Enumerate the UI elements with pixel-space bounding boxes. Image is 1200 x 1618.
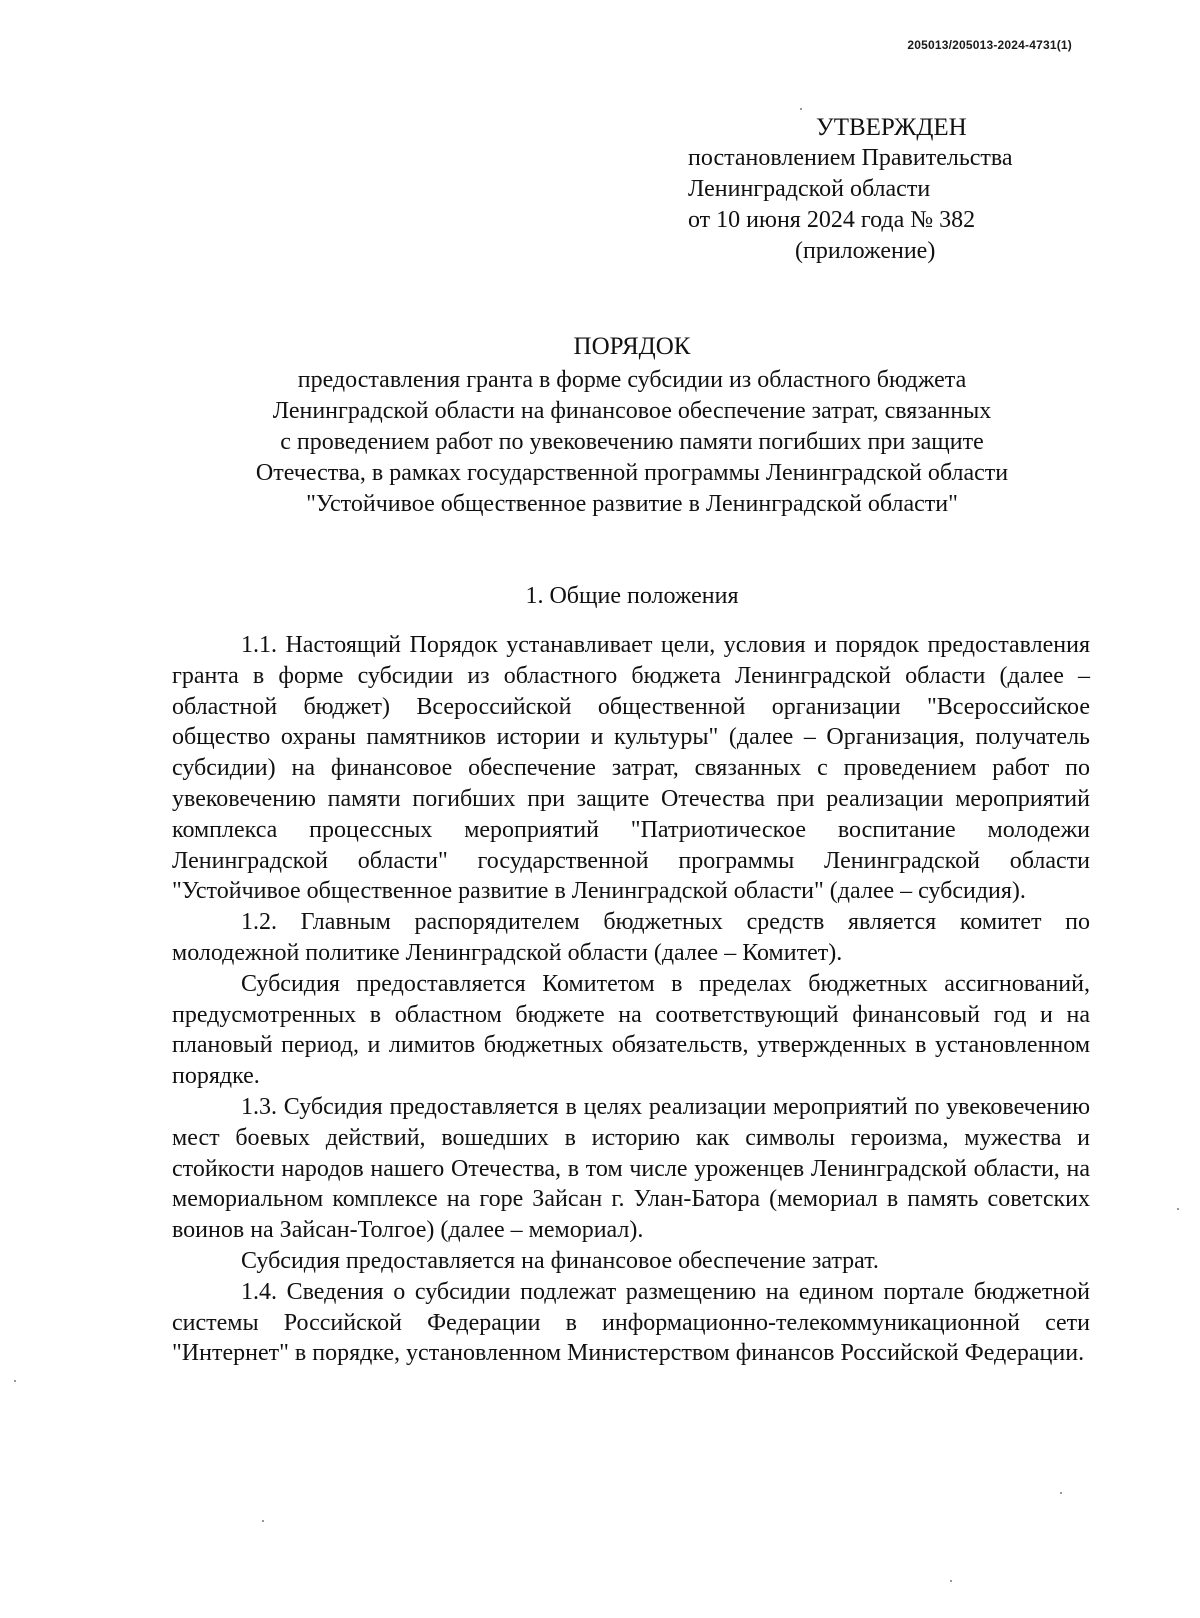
- document-subtitle-line: Ленинградской области на финансовое обеспечение затрат, связанных: [272, 398, 992, 424]
- scan-speck: [1177, 1208, 1179, 1210]
- approval-line: постановлением Правительства: [688, 145, 1013, 171]
- scan-speck: [1060, 1492, 1062, 1494]
- approval-appendix: (приложение): [795, 238, 936, 264]
- document-title: ПОРЯДОК: [573, 333, 691, 360]
- paragraph: 1.4. Сведения о субсидии подлежат размещению на едином портале бюджетной системы Российской Федерации в информационно-телекоммуникационной сети "Интернет" в порядке, установленном Министерством финансов Российской Федерации.: [172, 1278, 1090, 1367]
- paragraph: Субсидия предоставляется Комитетом в пределах бюджетных ассигнований, предусмотренных в областном бюджете на соответствующий финансовый год и на плановый период, и лимитов бюджетных обязательств, утвержденных в установленном порядке.: [172, 970, 1090, 1090]
- scan-speck: [800, 108, 802, 110]
- scan-speck: [14, 1380, 16, 1382]
- approval-stamp-block: [688, 112, 1013, 267]
- section-body: [172, 630, 1090, 1369]
- document-title-block: [0, 331, 1200, 520]
- approval-title: УТВЕРЖДЕН: [816, 114, 967, 141]
- document-subtitle-line: с проведением работ по увековечению памяти погибших при защите: [280, 429, 984, 455]
- paragraph: 1.1. Настоящий Порядок устанавливает цели, условия и порядок предоставления гранта в форме субсидии из областного бюджета Ленинградской области (далее – областной бюджет) Всероссийской общественной организации "Всероссийское общество охраны памятников истории и культуры" (далее – Организация, получатель субсидии) на финансовое обеспечение затрат, связанных с проведением работ по увековечению памяти погибших при защите Отечества при реализации мероприятий комплекса процессных мероприятий "Патриотическое воспитание молодежи Ленинградской области" государственной программы Ленинградской области "Устойчивое общественное развитие в Ленинградской области" (далее – субсидия).: [172, 632, 1090, 905]
- paragraph: 1.3. Субсидия предоставляется в целях реализации мероприятий по увековечению мест боевых действий, вошедших в историю как символы героизма, мужества и стойкости народов нашего Отечества, в том числе уроженцев Ленинградской области, на мемориальном комплексе на горе Зайсан г. Улан-Батора (мемориал в память советских воинов на Зайсан-Толгое) (далее – мемориал).: [172, 1093, 1090, 1244]
- approval-date-line: от 10 июня 2024 года № 382: [688, 207, 976, 233]
- document-registration-number: 205013/205013-2024-4731(1): [907, 38, 1072, 52]
- document-subtitle-line: "Устойчивое общественное развитие в Ленинградской области": [306, 491, 958, 517]
- document-subtitle-line: предоставления гранта в форме субсидии из областного бюджета: [297, 367, 967, 393]
- section-heading: 1. Общие положения: [525, 583, 739, 609]
- scan-speck: [950, 1580, 952, 1582]
- paragraph: Субсидия предоставляется на финансовое обеспечение затрат.: [241, 1247, 879, 1274]
- document-subtitle-line: Отечества, в рамках государственной программы Ленинградской области: [255, 460, 1009, 486]
- approval-line: Ленинградской области: [688, 176, 931, 202]
- scan-speck: [262, 1520, 264, 1522]
- paragraph: 1.2. Главным распорядителем бюджетных средств является комитет по молодежной политике Ленинградской области (далее – Комитет).: [172, 909, 1090, 966]
